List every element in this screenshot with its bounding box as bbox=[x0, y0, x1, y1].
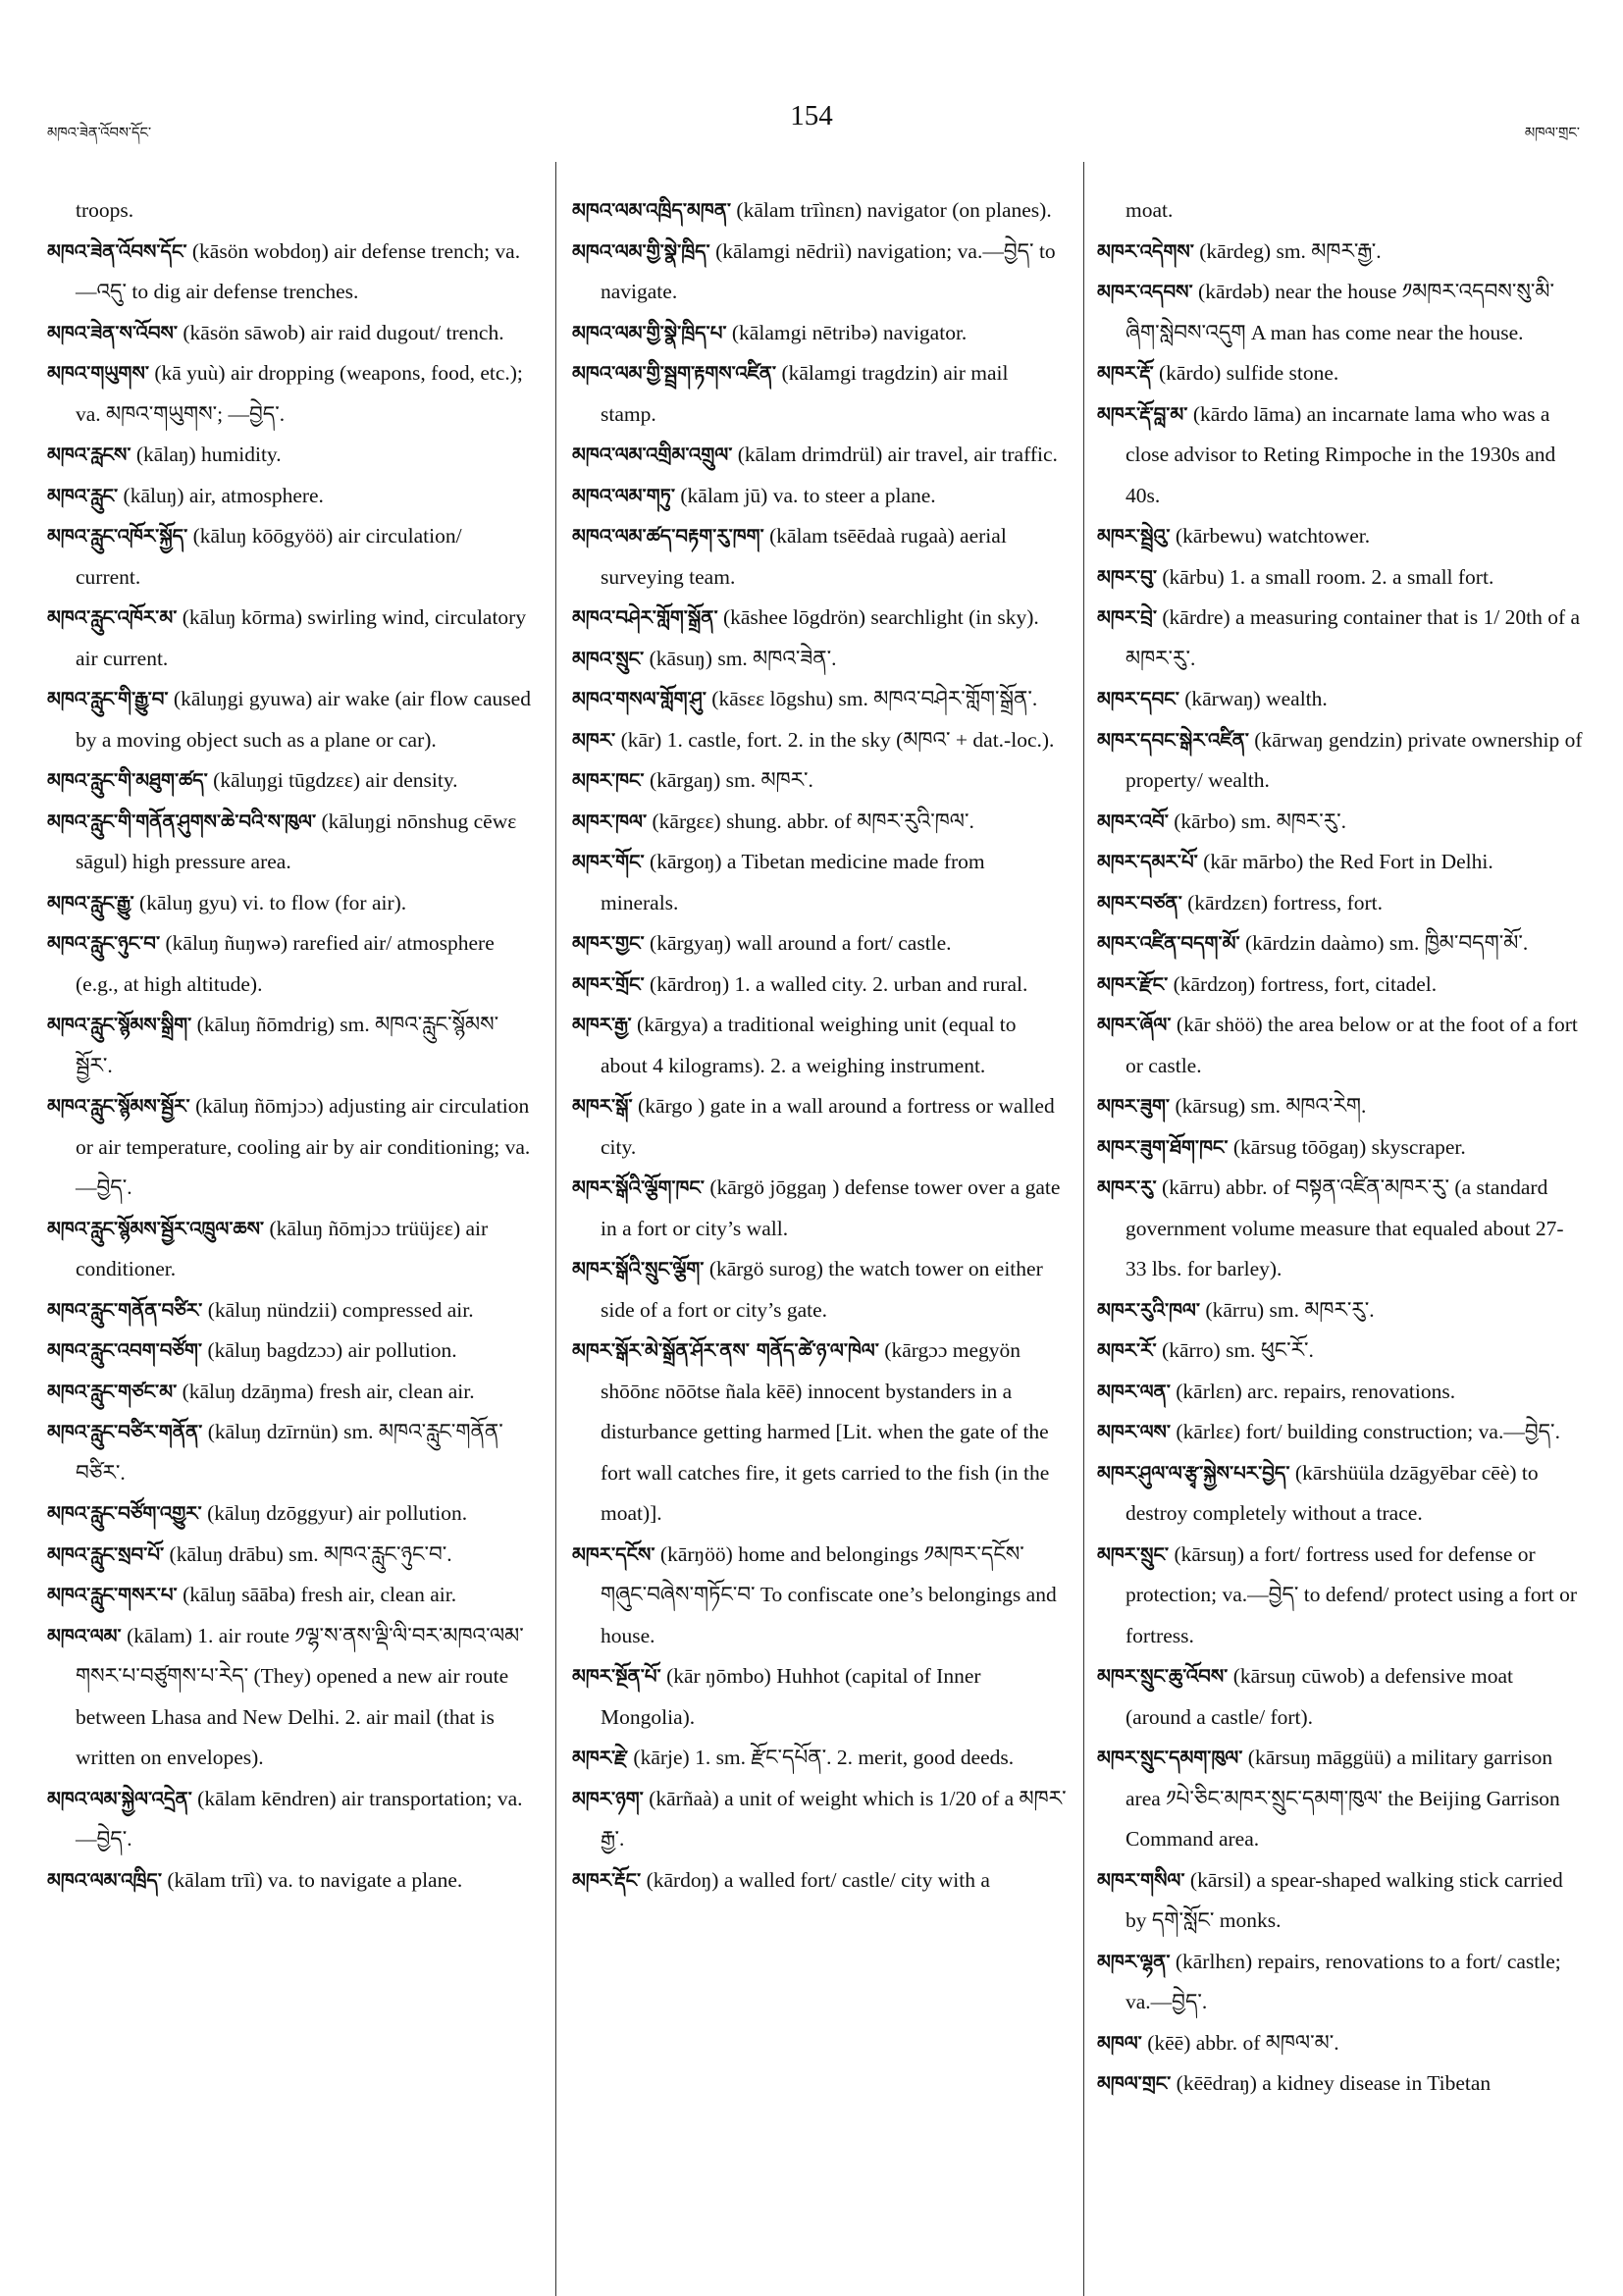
entry-column-2 bbox=[572, 190, 1068, 2286]
entry-definition: (kārdzɛn) fortress, fort. bbox=[1187, 890, 1384, 914]
entry-headword: མཁར་སྦྲེའུ་ bbox=[1097, 525, 1171, 548]
dictionary-entry bbox=[1097, 1005, 1584, 1086]
dictionary-entry bbox=[572, 923, 1068, 965]
entry-definition: (kāshee lōgdrön) searchlight (in sky). bbox=[722, 605, 1039, 629]
entry-definition: (kārlɛn) arc. repairs, renovations. bbox=[1176, 1379, 1456, 1403]
entry-definition: (kāsön sāwob) air raid dugout/ trench. bbox=[183, 320, 504, 344]
entry-headword: མཁའ་ཟེན་འོབས་དོང་ bbox=[47, 239, 187, 263]
entry-definition: (kārgaŋ) sm. མཁར་. bbox=[649, 768, 813, 792]
entry-column-3 bbox=[1097, 190, 1584, 2286]
entry-headword: མཁའ་རླངས་ bbox=[47, 444, 131, 466]
entry-definition: (kārdoŋ) a walled fort/ castle/ city with a bbox=[646, 1867, 990, 1892]
entry-headword: མཁར་རྡོ་ bbox=[1097, 362, 1154, 385]
entry-headword: མཁར་སྲུང་ཆུ་འོབས་ bbox=[1097, 1665, 1229, 1688]
dictionary-entry bbox=[47, 313, 532, 354]
entry-definition: (kār shöö) the area below or at the foot of a fort or castle. bbox=[1126, 1013, 1578, 1077]
dictionary-entry bbox=[1097, 965, 1584, 1006]
entry-definition: (kārje) 1. sm. རྫོང་དཔོན་. 2. merit, good deeds. bbox=[633, 1746, 1015, 1769]
entry-definition: (kēē) abbr. of མཁལ་མ་. bbox=[1147, 2030, 1339, 2055]
left-guide-word: མཁའ་ཟེན་འོབས་དོང་ bbox=[47, 125, 152, 141]
entry-headword: མཁལ་ bbox=[1097, 2031, 1142, 2055]
entry-headword: མཁར་སྒོར་མེ་སྒྲོན་ཤོར་ནས་ གནོད་ཚེ་ཉ་ལ་ཁེལ་ bbox=[572, 1339, 879, 1362]
dictionary-entry bbox=[47, 1493, 532, 1535]
entry-headword: མཁར་གྱང་ bbox=[572, 932, 645, 955]
dictionary-entry bbox=[1097, 1453, 1584, 1535]
entry-headword: མཁའ་གཡུགས་ bbox=[47, 362, 149, 385]
entry-headword: མཁའ་ལམ་གཏུ་ bbox=[572, 484, 675, 507]
entry-definition: (kārdzin daàmo) sm. ཁྱིམ་བདག་མོ་. bbox=[1245, 931, 1529, 955]
entry-headword: མཁར་རུའི་ཁལ་ bbox=[1097, 1298, 1201, 1322]
entry-headword: མཁར་རྡོང་ bbox=[572, 1868, 642, 1892]
entry-headword: མཁར་རོ་ bbox=[1097, 1339, 1157, 1362]
dictionary-entry bbox=[572, 1331, 1068, 1535]
entry-headword: མཁར་ཁང་ bbox=[572, 769, 645, 792]
entry-headword: མཁའ་ལམ་གྱི་སྦྲག་རྟགས་འཛིན་ bbox=[572, 362, 777, 385]
entry-definition: (kālaŋ) humidity. bbox=[135, 443, 282, 466]
entry-definition: (kāluŋ dzōggyur) air pollution. bbox=[207, 1501, 468, 1525]
entry-definition: (kārwaŋ) wealth. bbox=[1184, 687, 1328, 710]
entry-definition: (kālam) 1. air route ༡ལྷ་ས་ནས་ལྡི་ལི་བར་མཁའ་ལམ་གསར་པ་བཙུགས་པ་རེད་ (They) opened a new air route between Lhasa and New Delhi. 2. air mail (that is written on envelopes). bbox=[76, 1623, 524, 1769]
dictionary-entry bbox=[1097, 598, 1584, 679]
dictionary-entry bbox=[572, 1086, 1068, 1168]
entry-definition: (kāluŋ gyu) vi. to flow (for air). bbox=[139, 890, 407, 914]
dictionary-entry bbox=[572, 842, 1068, 923]
entry-definition: (kāluŋ bagdzɔɔ) air pollution. bbox=[207, 1338, 457, 1362]
entry-headword: མཁའ་རླུང་འཁོར་སྐྱོད་ bbox=[47, 525, 188, 548]
entry-column-1 bbox=[47, 190, 532, 2286]
dictionary-entry bbox=[572, 353, 1068, 435]
entry-headword: མཁར་སྒོ་ bbox=[572, 1095, 633, 1118]
dictionary-entry bbox=[572, 1249, 1068, 1331]
entry-headword: མཁའ་རླུང་སྙོམས་སྦྱོར་འཁྲུལ་ཆས་ bbox=[47, 1217, 265, 1240]
dictionary-entry bbox=[572, 476, 1068, 517]
entry-headword: མཁར་གྲོང་ bbox=[572, 972, 645, 996]
entry-headword: མཁར་རྒྱ་ bbox=[572, 1014, 632, 1036]
entry-headword: མཁར་བཙན་ bbox=[1097, 891, 1182, 914]
dictionary-entry bbox=[572, 1005, 1068, 1086]
entry-definition: (kārdroŋ) 1. a walled city. 2. urban and rural. bbox=[650, 971, 1028, 996]
entry-headword: མཁར་དབང་སྒེར་འཛིན་ bbox=[1097, 728, 1249, 752]
entry-headword: མཁར་རྗེ་ bbox=[572, 1747, 629, 1769]
entry-definition: (kāluŋ sāāba) fresh air, clean air. bbox=[183, 1583, 457, 1606]
entry-definition: (kārdəb) near the house ༡མཁར་འདབས་སུ་མི་ཞིག་སླེབས་འདུག A man has come near the house. bbox=[1126, 280, 1555, 344]
entry-headword: མཁའ་རླུང་ཉུང་བ་ bbox=[47, 932, 161, 955]
dictionary-entry bbox=[572, 1535, 1068, 1657]
entry-definition: (kār) 1. castle, fort. 2. in the sky (མཁའ་ + dat.-loc.). bbox=[620, 727, 1055, 752]
entry-headword: མཁར་སྔོན་པོ་ bbox=[572, 1665, 661, 1688]
entry-definition: (kārgyaŋ) wall around a fort/ castle. bbox=[650, 931, 952, 955]
entry-definition: (kāluŋgi tūgdzɛɛ) air density. bbox=[213, 768, 458, 792]
entry-headword: མཁར་གསིལ་ bbox=[1097, 1868, 1185, 1892]
entry-headword: མཁལ་གྲང་ bbox=[1097, 2072, 1172, 2095]
dictionary-entry bbox=[1097, 1086, 1584, 1127]
dictionary-entry bbox=[572, 190, 1068, 232]
dictionary-entry bbox=[572, 639, 1068, 680]
entry-definition: (kārgoŋ) a Tibetan medicine made from minerals. bbox=[601, 850, 985, 914]
dictionary-entry bbox=[1097, 2023, 1584, 2064]
dictionary-entry bbox=[47, 1575, 532, 1616]
entry-definition: (kārsuŋ) a fort/ fortress used for defense or protection; va.—བྱེད་ to defend/ protect using a fort or fortress. bbox=[1126, 1541, 1578, 1647]
entry-definition: (kārbewu) watchtower. bbox=[1175, 524, 1371, 548]
entry-headword: མཁའ་རླུང་གི་གནོན་ཤུགས་ཆེ་བའི་ས་ཁུལ་ bbox=[47, 809, 317, 833]
entry-headword: མཁའ་རླུང་འཁོར་མ་ bbox=[47, 606, 178, 629]
right-guide-word: མཁལ་གྲང་ bbox=[1524, 125, 1580, 141]
entry-definition: (kāluŋ dzīrnün) sm. མཁའ་རླུང་གནོན་བཙིར་. bbox=[76, 1420, 503, 1485]
entry-definition: (kārsil) a spear-shaped walking stick carried by དགེ་སློང་ monks. bbox=[1126, 1867, 1563, 1932]
entry-headword: མཁའ་ལམ་གྱི་སྣེ་ཁྲིད་ bbox=[572, 239, 710, 263]
dictionary-entry bbox=[47, 883, 532, 924]
entry-definition: (kārbu) 1. a small room. 2. a small fort. bbox=[1162, 564, 1494, 589]
entry-definition: (kālam tsēēdaà rugaà) aerial surveying team. bbox=[601, 524, 1007, 589]
dictionary-entry bbox=[47, 760, 532, 802]
entry-headword: མཁར་སྲུང་ bbox=[1097, 1542, 1170, 1566]
dictionary-entry bbox=[1097, 353, 1584, 394]
entry-definition: (kāsuŋ) sm. མཁའ་ཟེན་. bbox=[649, 646, 837, 670]
entry-headword: མཁའ་གསལ་གློག་ཤུ་ bbox=[572, 688, 707, 710]
entry-headword: མཁར་བུ་ bbox=[1097, 565, 1157, 589]
entry-definition: (kā yuù) air dropping (weapons, food, etc.); va. མཁའ་གཡུགས་; —བྱེད་. bbox=[76, 361, 523, 426]
dictionary-entry bbox=[1097, 883, 1584, 924]
entry-definition: (kāluŋ ñōmdrig) sm. མཁའ་རླུང་སྙོམས་སྦྱོར་. bbox=[76, 1013, 499, 1077]
entry-definition: (kārbo) sm. མཁར་རུ་. bbox=[1174, 809, 1347, 833]
entry-definition: moat. bbox=[1126, 198, 1174, 222]
dictionary-entry bbox=[1097, 1290, 1584, 1331]
entry-headword: མཁར་ཁལ་ bbox=[572, 809, 648, 833]
dictionary-entry bbox=[1097, 1168, 1584, 1290]
entry-headword: མཁར་བྲེ་ bbox=[1097, 606, 1157, 629]
entry-definition: (kāluŋgi nōnshug cēwɛ sāgul) high pressure area. bbox=[76, 809, 517, 873]
dictionary-entry bbox=[47, 1860, 532, 1902]
dictionary-entry bbox=[572, 232, 1068, 313]
dictionary-entry bbox=[1097, 272, 1584, 353]
entry-definition: (kāluŋ drābu) sm. མཁའ་རླུང་ཉུང་བ་. bbox=[169, 1541, 452, 1566]
entry-definition: (kārshüüla dzāgyēbar cēè) to destroy completely without a trace. bbox=[1126, 1460, 1539, 1525]
entry-definition: (kāluŋ kōrma) swirling wind, circulatory air current. bbox=[76, 605, 527, 670]
dictionary-entry bbox=[47, 476, 532, 517]
entry-headword: མཁར་རྫོང་ bbox=[1097, 972, 1169, 996]
entry-headword: མཁའ་རླུང་ bbox=[47, 484, 119, 507]
entry-headword: མཁར་ཟུག་ཐོག་ཁང་ bbox=[1097, 1135, 1229, 1159]
entry-definition: (kārdre) a measuring container that is 1/ 20th of a མཁར་རུ་. bbox=[1126, 605, 1581, 670]
entry-headword: མཁར་དངོས་ bbox=[572, 1542, 655, 1566]
dictionary-entry bbox=[1097, 1412, 1584, 1453]
entry-definition: (kārdzoŋ) fortress, fort, citadel. bbox=[1173, 971, 1438, 996]
column-divider bbox=[555, 162, 556, 2296]
dictionary-entry bbox=[1097, 1942, 1584, 2023]
entry-definition: (kārwaŋ gendzin) private ownership of property/ wealth. bbox=[1126, 727, 1583, 792]
dictionary-entry bbox=[47, 1005, 532, 1086]
entry-definition: (kāluŋgi gyuwa) air wake (air flow caused by a moving object such as a plane or car). bbox=[76, 687, 531, 752]
entry-continuation bbox=[1097, 190, 1584, 232]
dictionary-entry bbox=[572, 435, 1068, 476]
dictionary-entry bbox=[572, 720, 1068, 761]
entry-definition: (kārru) sm. མཁར་རུ་. bbox=[1205, 1297, 1375, 1322]
entry-headword: མཁའ་རླུང་གནོན་བཙིར་ bbox=[47, 1298, 203, 1322]
entry-headword: མཁར་སྒོའི་སྲུང་ལྕོག་ bbox=[572, 1258, 705, 1280]
dictionary-entry bbox=[47, 516, 532, 598]
entry-headword: མཁར་རུ་ bbox=[1097, 1176, 1157, 1199]
entry-definition: (kārsuŋ cūwob) a defensive moat (around a castle/ fort). bbox=[1126, 1664, 1513, 1729]
dictionary-entry bbox=[1097, 679, 1584, 720]
entry-headword: མཁའ་ཟེན་ས་འོབས་ bbox=[47, 321, 179, 344]
dictionary-entry bbox=[1097, 2063, 1584, 2105]
dictionary-entry bbox=[47, 232, 532, 313]
dictionary-entry bbox=[1097, 1127, 1584, 1169]
dictionary-entry bbox=[47, 435, 532, 476]
dictionary-entry bbox=[47, 1779, 532, 1860]
entry-definition: (kārñaà) a unit of weight which is 1/20 of a མཁར་རྒྱ་. bbox=[601, 1786, 1067, 1851]
entry-definition: (kālam trīìnɛn) navigator (on planes). bbox=[736, 198, 1052, 222]
entry-definition: (kālam kēndren) air transportation; va.—བྱེད་. bbox=[76, 1786, 523, 1851]
dictionary-entry bbox=[47, 923, 532, 1005]
entry-definition: (kārlhɛn) repairs, renovations to a fort/ castle; va.—བྱེད་. bbox=[1126, 1949, 1561, 2013]
entry-headword: མཁའ་རླུང་སྲབ་པོ་ bbox=[47, 1542, 165, 1566]
entry-definition: (kārru) abbr. of བསྟན་འཛིན་མཁར་རུ་ (a standard government volume measure that equaled about 27-33 lbs. for barley). bbox=[1126, 1175, 1564, 1280]
entry-headword: མཁར་སྲུང་དམག་ཁུལ་ bbox=[1097, 1747, 1243, 1769]
dictionary-entry bbox=[47, 1535, 532, 1576]
dictionary-entry bbox=[47, 353, 532, 435]
entry-headword: མཁའ་རླུང་གསར་པ་ bbox=[47, 1584, 178, 1606]
entry-headword: མཁའ་ལམ་འཁྲིད་ bbox=[47, 1868, 162, 1892]
entry-definition: (kārro) sm. ཕུང་རོ་. bbox=[1162, 1338, 1314, 1362]
entry-definition: (kāluŋ kōōgyöö) air circulation/ current. bbox=[76, 524, 462, 589]
dictionary-entry bbox=[1097, 394, 1584, 517]
dictionary-entry bbox=[47, 679, 532, 760]
dictionary-entry bbox=[47, 1372, 532, 1413]
dictionary-entry bbox=[1097, 923, 1584, 965]
entry-headword: མཁར་རྡོ་བླ་མ་ bbox=[1097, 402, 1188, 426]
dictionary-entry bbox=[572, 1860, 1068, 1902]
dictionary-entry bbox=[572, 1168, 1068, 1249]
entry-definition: (kēēdraŋ) a kidney disease in Tibetan bbox=[1176, 2071, 1492, 2095]
entry-definition: (kālam jū) va. to steer a plane. bbox=[680, 483, 936, 507]
entry-headword: མཁར་ཤུལ་ལ་རྩྭ་སྐྱེས་པར་བྱེད་ bbox=[1097, 1461, 1290, 1485]
entry-headword: མཁའ་རླུང་བཙོག་འགྱུར་ bbox=[47, 1502, 202, 1525]
entry-headword: མཁའ་བཤེར་གློག་སྒྲོན་ bbox=[572, 606, 718, 629]
dictionary-entry bbox=[572, 679, 1068, 720]
entry-headword: མཁའ་རླུང་སྙོམས་སྒྲིག་ bbox=[47, 1014, 192, 1036]
entry-definition: (kārsug) sm. མཁའ་རེག. bbox=[1175, 1094, 1367, 1118]
entry-headword: མཁར་འཛིན་བདག་མོ་ bbox=[1097, 932, 1240, 955]
dictionary-entry bbox=[47, 1290, 532, 1331]
entry-definition: (kārsug tōōgaŋ) skyscraper. bbox=[1232, 1134, 1466, 1159]
entry-definition: (kāsɛɛ lōgshu) sm. མཁའ་བཤེར་གློག་སྒྲོན་. bbox=[711, 687, 1038, 710]
entry-definition: (kārgo ) gate in a wall around a fortress or walled city. bbox=[601, 1094, 1055, 1159]
entry-headword: མཁར་ bbox=[572, 728, 616, 752]
entry-headword: མཁའ་རླུང་སྙོམས་སྦྱོར་ bbox=[47, 1095, 190, 1118]
entry-headword: མཁའ་ལམ་སྐྱེལ་འདྲེན་ bbox=[47, 1787, 192, 1810]
dictionary-entry bbox=[1097, 557, 1584, 599]
dictionary-entry bbox=[47, 1331, 532, 1372]
dictionary-entry bbox=[47, 1616, 532, 1779]
entry-headword: མཁའ་ལམ་གྱི་སྣེ་ཁྲིད་པ་ bbox=[572, 321, 727, 344]
entry-definition: (kāluŋ) air, atmosphere. bbox=[123, 483, 324, 507]
entry-headword: མཁར་ཞོལ་ bbox=[1097, 1014, 1172, 1036]
entry-definition: (kārgɛɛ) shung. abbr. of མཁར་རུའི་ཁལ་. bbox=[652, 809, 974, 833]
entry-definition: (kālamgi tragdzin) air mail stamp. bbox=[601, 361, 1009, 426]
entry-definition: (kārdo lāma) an incarnate lama who was a close advisor to Reting Rimpoche in the 1930s and 40s. bbox=[1126, 401, 1556, 507]
entry-definition: (kārgö surog) the watch tower on either side of a fort or city’s gate. bbox=[601, 1257, 1043, 1322]
dictionary-entry bbox=[572, 965, 1068, 1006]
entry-headword: མཁར་གོང་ bbox=[572, 851, 645, 873]
dictionary-entry bbox=[47, 1086, 532, 1209]
entry-headword: མཁར་ཉག་ bbox=[572, 1787, 644, 1810]
entry-headword: མཁའ་ལམ་ bbox=[47, 1624, 122, 1647]
entry-continuation bbox=[47, 190, 532, 232]
dictionary-entry bbox=[572, 760, 1068, 802]
entry-headword: མཁའ་རླུང་འབག་བཙོག་ bbox=[47, 1339, 203, 1362]
entry-definition: (kārgɔɔ megyön shōōnɛ nōōtse ñala kēē) innocent bystanders in a disturbance getting harmed [Lit. when the gate of the fort wall catches fire, it gets carried to the fish (in the moat)]. bbox=[601, 1338, 1050, 1525]
entry-headword: མཁར་དབང་ bbox=[1097, 688, 1179, 710]
entry-definition: (kārgya) a traditional weighing unit (equal to about 4 kilograms). 2. a weighing instrument. bbox=[601, 1013, 1017, 1077]
dictionary-entry bbox=[1097, 1331, 1584, 1372]
entry-headword: མཁའ་རླུང་གཙང་མ་ bbox=[47, 1380, 178, 1403]
entry-headword: མཁའ་སྲུང་ bbox=[572, 647, 645, 670]
dictionary-entry bbox=[1097, 842, 1584, 883]
entry-headword: མཁའ་ལམ་འཁྲིད་མཁན་ bbox=[572, 199, 732, 222]
entry-definition: (kāluŋ nündzii) compressed air. bbox=[207, 1297, 474, 1322]
entry-headword: མཁར་སྒོའི་ལྕོག་ཁང་ bbox=[572, 1176, 705, 1199]
dictionary-entry bbox=[1097, 802, 1584, 843]
entry-headword: མཁར་འདབས་ bbox=[1097, 281, 1193, 303]
dictionary-entry bbox=[1097, 1656, 1584, 1738]
entry-definition: troops. bbox=[76, 198, 134, 222]
entry-definition: (kālamgi nēdriì) navigation; va.—བྱེད་ to navigate. bbox=[601, 238, 1056, 303]
entry-headword: མཁར་ལྷན་ bbox=[1097, 1950, 1171, 1973]
entry-headword: མཁར་ལན་ bbox=[1097, 1380, 1171, 1403]
dictionary-entry bbox=[572, 313, 1068, 354]
page-number: 154 bbox=[790, 100, 833, 131]
entry-definition: (kālam trīì) va. to navigate a plane. bbox=[167, 1867, 463, 1892]
entry-definition: (kārŋöö) home and belongings ༡མཁར་དངོས་གཞུང་བཞེས་གཏོང་བ་ To confiscate one’s belongings and house. bbox=[601, 1541, 1057, 1647]
dictionary-entry bbox=[47, 1209, 532, 1290]
dictionary-entry bbox=[572, 516, 1068, 598]
entry-definition: (kārlɛɛ) fort/ building construction; va.—བྱེད་. bbox=[1176, 1420, 1560, 1443]
dictionary-entry bbox=[572, 802, 1068, 843]
entry-definition: (kārsuŋ māggüü) a military garrison area ༡པེ་ཅིང་མཁར་སྲུང་དམག་ཁུལ་ the Beijing Garrison Command area. bbox=[1126, 1746, 1560, 1851]
entry-headword: མཁའ་རླུང་རྒྱུ་ bbox=[47, 891, 134, 914]
entry-definition: (kār mārbo) the Red Fort in Delhi. bbox=[1203, 850, 1493, 873]
entry-definition: (kāluŋ ñōmjɔɔ trüüjɛɛ) air conditioner. bbox=[76, 1216, 489, 1280]
entry-definition: (kārgö jōggaŋ ) defense tower over a gate in a fort or city’s wall. bbox=[601, 1175, 1061, 1240]
entry-definition: (kārdeg) sm. མཁར་རྒྱ་. bbox=[1199, 238, 1382, 263]
column-divider bbox=[1083, 162, 1084, 2296]
entry-headword: མཁའ་རླུང་གི་མཐུག་ཚད་ bbox=[47, 769, 208, 792]
dictionary-entry bbox=[1097, 1860, 1584, 1942]
dictionary-entry bbox=[1097, 720, 1584, 802]
entry-definition: (kālam drimdrül) air travel, air traffic. bbox=[737, 443, 1058, 466]
dictionary-entry bbox=[47, 1412, 532, 1493]
dictionary-entry bbox=[572, 598, 1068, 639]
entry-headword: མཁར་དམར་པོ་ bbox=[1097, 851, 1198, 873]
dictionary-entry bbox=[1097, 1738, 1584, 1860]
dictionary-entry bbox=[47, 598, 532, 679]
entry-definition: (kāsön wobdoŋ) air defense trench; va.—འདུ་ to dig air defense trenches. bbox=[76, 238, 521, 303]
entry-headword: མཁར་ཟུག་ bbox=[1097, 1095, 1171, 1118]
dictionary-entry bbox=[47, 802, 532, 883]
entry-headword: མཁར་འདེགས་ bbox=[1097, 239, 1194, 263]
entry-headword: མཁའ་རླུང་བཙིར་གནོན་ bbox=[47, 1421, 203, 1443]
entry-definition: (kāluŋ ñōmjɔɔ) adjusting air circulation or air temperature, cooling air by air conditioning; va.—བྱེད་. bbox=[76, 1094, 531, 1199]
dictionary-entry bbox=[1097, 232, 1584, 273]
entry-headword: མཁར་འབོ་ bbox=[1097, 809, 1169, 833]
entry-headword: མཁའ་རླུང་གི་རྒྱུ་བ་ bbox=[47, 688, 169, 710]
entry-definition: (kālamgi nētribə) navigator. bbox=[731, 320, 968, 344]
entry-headword: མཁར་ལས་ bbox=[1097, 1421, 1172, 1443]
dictionary-entry bbox=[572, 1779, 1068, 1860]
entry-headword: མཁའ་ལམ་འགྲིམ་འགྲུལ་ bbox=[572, 444, 733, 466]
entry-definition: (kāluŋ dzāŋma) fresh air, clean air. bbox=[182, 1379, 475, 1403]
entry-definition: (kāluŋ ñuŋwə) rarefied air/ atmosphere (e.g., at high altitude). bbox=[76, 931, 495, 996]
dictionary-entry bbox=[572, 1738, 1068, 1779]
entry-definition: (kār ŋōmbo) Huhhot (capital of Inner Mongolia). bbox=[601, 1664, 981, 1729]
dictionary-entry bbox=[1097, 1372, 1584, 1413]
dictionary-entry bbox=[1097, 1535, 1584, 1657]
dictionary-entry bbox=[1097, 516, 1584, 557]
entry-definition: (kārdo) sulfide stone. bbox=[1158, 361, 1339, 385]
entry-headword: མཁའ་ལམ་ཚད་བརྟག་རུ་ཁག་ bbox=[572, 525, 764, 548]
dictionary-entry bbox=[572, 1656, 1068, 1738]
